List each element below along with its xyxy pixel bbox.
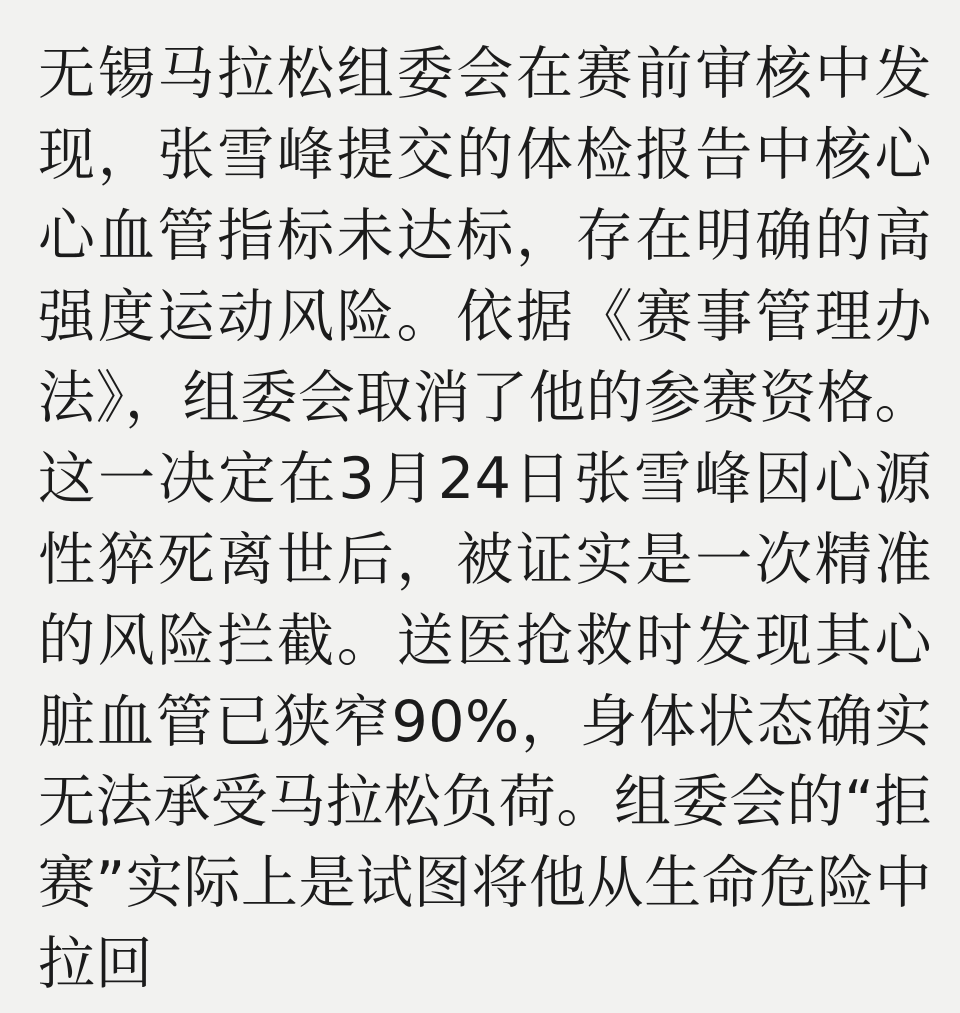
article-paragraph: 无锡马拉松组委会在赛前审核中发现，张雪峰提交的体检报告中核心心血管指标未达标，存在明确的高强度运动风险。依据《赛事管理办法》，组委会取消了他的参赛资格。这一决定在3月24日张雪峰因心源性猝死离世后，被证实是一次精准的风险拦截。送医抢救时发现其心脏血管已狭窄90%，身体状态确实无法承受马拉松负荷。组委会的“拒赛”实际上是试图将他从生命危险中拉回 — [38, 41, 932, 998]
